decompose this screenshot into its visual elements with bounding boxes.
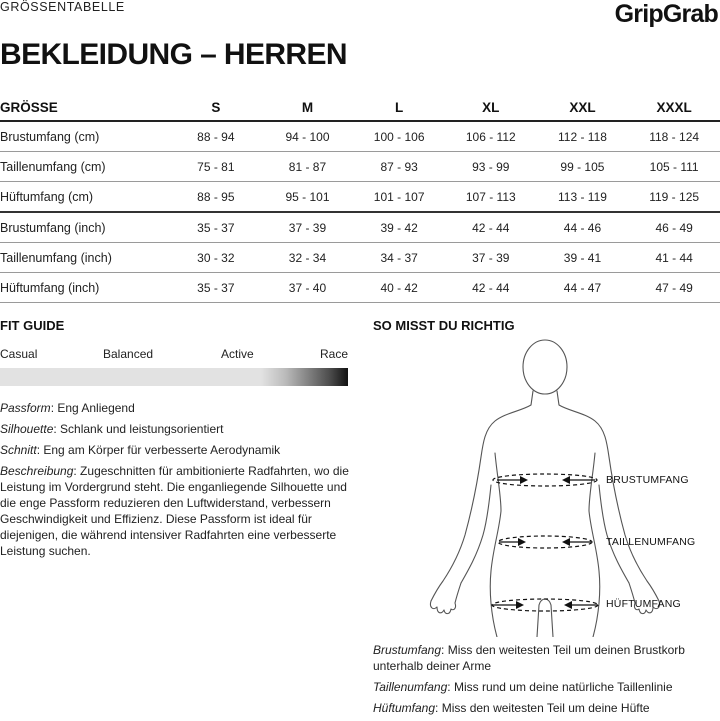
table-cell: 93 - 99	[445, 152, 537, 182]
table-cell: 47 - 49	[628, 273, 720, 303]
fit-scale-labels	[0, 347, 348, 363]
row-label: Taillenumfang (cm)	[0, 152, 170, 182]
fit-beschreibung	[0, 463, 350, 559]
table-cell: 37 - 40	[262, 273, 354, 303]
table-row	[0, 243, 720, 273]
table-cell: 34 - 37	[353, 243, 445, 273]
fit-term: Passform	[0, 401, 51, 415]
table-cell: 39 - 41	[537, 243, 629, 273]
fit-description	[0, 400, 350, 564]
head-outline	[523, 340, 567, 394]
page-title: BEKLEIDUNG – HERREN	[0, 38, 347, 71]
measure-title: SO MISST DU RICHTIG	[373, 318, 515, 333]
size-chart-label: GRÖSSENTABELLE	[0, 0, 125, 14]
column-header: XXL	[537, 94, 629, 121]
fit-scale-balanced: Balanced	[103, 347, 154, 361]
note-term: Taillenumfang	[373, 680, 448, 694]
fit-term: Schnitt	[0, 443, 37, 457]
table-cell: 94 - 100	[262, 121, 354, 152]
row-label: Taillenumfang (inch)	[0, 243, 170, 273]
table-cell: 106 - 112	[445, 121, 537, 152]
hip-arrow-icon	[516, 601, 572, 609]
row-label: Hüftumfang (inch)	[0, 273, 170, 303]
note-term: Hüftumfang	[373, 701, 436, 715]
table-row	[0, 121, 720, 152]
table-row	[0, 182, 720, 213]
table-cell: 75 - 81	[170, 152, 262, 182]
table-cell: 41 - 44	[628, 243, 720, 273]
waist-arrow-icon	[518, 538, 570, 546]
fit-scale-race: Race	[319, 347, 348, 361]
body-outline-figure	[425, 335, 670, 637]
note-chest	[373, 642, 718, 674]
table-cell: 99 - 105	[537, 152, 629, 182]
table-cell: 37 - 39	[445, 243, 537, 273]
table-row	[0, 152, 720, 182]
size-table	[0, 94, 720, 303]
size-table-header-row	[0, 94, 720, 121]
table-cell: 112 - 118	[537, 121, 629, 152]
table-cell: 100 - 106	[353, 121, 445, 152]
table-row	[0, 212, 720, 243]
table-cell: 30 - 32	[170, 243, 262, 273]
table-cell: 118 - 124	[628, 121, 720, 152]
note-text: : Miss den weitesten Teil um deinen Brustkorb unterhalb deiner Arme	[373, 643, 685, 673]
table-cell: 42 - 44	[445, 273, 537, 303]
waist-label: TAILLENUMFANG	[606, 536, 696, 548]
waist-measure-lines	[498, 536, 592, 548]
column-header: M	[262, 94, 354, 121]
table-cell: 46 - 49	[628, 212, 720, 243]
row-label: Brustumfang (cm)	[0, 121, 170, 152]
table-cell: 37 - 39	[262, 212, 354, 243]
column-header: L	[353, 94, 445, 121]
fit-text: : Schlank und leistungsorientiert	[53, 422, 224, 436]
column-header: XXXL	[628, 94, 720, 121]
measure-notes	[373, 642, 718, 721]
note-term: Brustumfang	[373, 643, 442, 657]
chest-arrow-icon	[520, 476, 570, 484]
table-cell: 87 - 93	[353, 152, 445, 182]
note-waist	[373, 679, 718, 695]
table-cell: 88 - 94	[170, 121, 262, 152]
fit-gradient-bar	[0, 368, 348, 386]
table-cell: 81 - 87	[262, 152, 354, 182]
table-cell: 44 - 47	[537, 273, 629, 303]
fit-scale-casual: Casual	[0, 347, 38, 361]
fit-text: : Eng Anliegend	[50, 401, 135, 415]
chest-label: BRUSTUMFANG	[606, 474, 689, 486]
table-cell: 44 - 46	[537, 212, 629, 243]
brand-logo: GripGrab	[614, 0, 718, 28]
table-cell: 101 - 107	[353, 182, 445, 213]
row-label: Brustumfang (inch)	[0, 212, 170, 243]
table-cell: 35 - 37	[170, 273, 262, 303]
note-text: : Miss den weitesten Teil um deine Hüfte	[435, 701, 650, 715]
table-cell: 88 - 95	[170, 182, 262, 213]
column-header: XL	[445, 94, 537, 121]
fit-text: : Eng am Körper für verbesserte Aerodynamik	[36, 443, 281, 457]
column-header: GRÖSSE	[0, 94, 170, 121]
fit-term: Silhouette	[0, 422, 54, 436]
hip-measure-lines	[492, 599, 598, 611]
table-cell: 95 - 101	[262, 182, 354, 213]
fit-guide-title: FIT GUIDE	[0, 318, 65, 333]
chest-measure-lines	[493, 474, 597, 486]
table-cell: 40 - 42	[353, 273, 445, 303]
fit-term: Beschreibung	[0, 464, 74, 478]
fit-passform	[0, 400, 350, 416]
table-cell: 42 - 44	[445, 212, 537, 243]
note-text: : Miss rund um deine natürliche Taillenlinie	[447, 680, 673, 694]
table-cell: 113 - 119	[537, 182, 629, 213]
note-hip	[373, 700, 718, 716]
table-cell: 119 - 125	[628, 182, 720, 213]
table-cell: 39 - 42	[353, 212, 445, 243]
fit-text: : Zugeschnitten für ambitionierte Radfahrten, wo die Leistung im Vordergrund steht. Die enganliegende Silhouette und die enge Passform reduzieren den Luftwiderstand, verbessern Geschwindigkeit und Effizienz. Diese Passform ist ideal für diejenigen, die während intensiver Radfahrten eine verbesserte Leistung suchen.	[0, 464, 349, 558]
table-cell: 32 - 34	[262, 243, 354, 273]
table-cell: 35 - 37	[170, 212, 262, 243]
table-cell: 105 - 111	[628, 152, 720, 182]
row-label: Hüftumfang (cm)	[0, 182, 170, 213]
hip-label: HÜFTUMFANG	[606, 598, 681, 610]
fit-scale-active: Active	[221, 347, 254, 361]
column-header: S	[170, 94, 262, 121]
fit-silhouette	[0, 421, 350, 437]
fit-schnitt	[0, 442, 350, 458]
table-row	[0, 273, 720, 303]
table-cell: 107 - 113	[445, 182, 537, 213]
